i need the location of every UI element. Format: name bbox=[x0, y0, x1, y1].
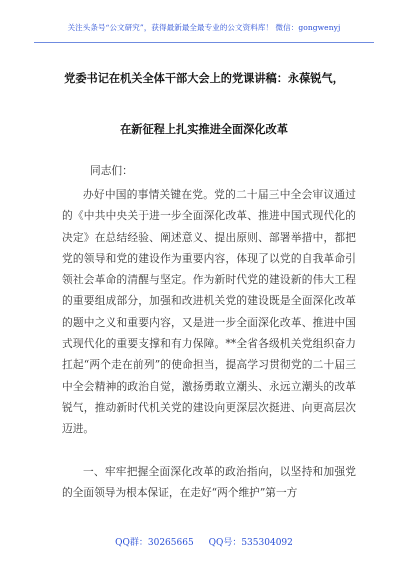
document-title-line-1: 党委书记在机关全体干部大会上的党课讲稿：永葆锐气， bbox=[64, 71, 344, 85]
greeting: 同志们： bbox=[90, 164, 133, 177]
body-paragraph-1: 办好中国的事情关键在党。党的二十届三中全会审议通过的《中共中央关于进一步全面深化改革、推进中国式现代化的决定》在总结经验、阐述意义、提出原则、部署举措中，都把党的领导和党的建设作为重要内容，体现了以党的自我革命引领社会革命的清醒与坚定。作为新时代党的建设新的伟大工程的重要组成部分，加强和改进机关党的建设既是全面深化改革的题中之义和重要内容，又是进一步全面深化改革、推进中国式现代化的重要支撑和有力保障。**全省各级机关党组织奋力扛起“两个走在前列”的使命担当，提高学习贯彻党的二十届三中全会精神的政治自觉，激扬勇敢立潮头、永远立潮头的改革锐气，推动新时代机关党的建设向更深层次挺进、向更高层次迈进。 bbox=[62, 188, 356, 436]
qq-number-label: QQ号：535304092 bbox=[208, 538, 293, 548]
document-title-line-2: 在新征程上扎实推进全面深化改革 bbox=[120, 122, 288, 136]
promo-header: 关注头条号“公文研究”，获得最新最全最专业的公文资料库！ 微信：gongwenyj bbox=[67, 23, 341, 32]
body-paragraph-2: 一、牢牢把握全面深化改革的政治指向，以坚持和加强党的全面领导为根本保证，在走好“两个维护”第一方 bbox=[62, 465, 356, 500]
qq-group-label: QQ群：30265665 bbox=[115, 538, 194, 548]
header-divider bbox=[34, 42, 374, 43]
contact-footer bbox=[0, 535, 408, 548]
